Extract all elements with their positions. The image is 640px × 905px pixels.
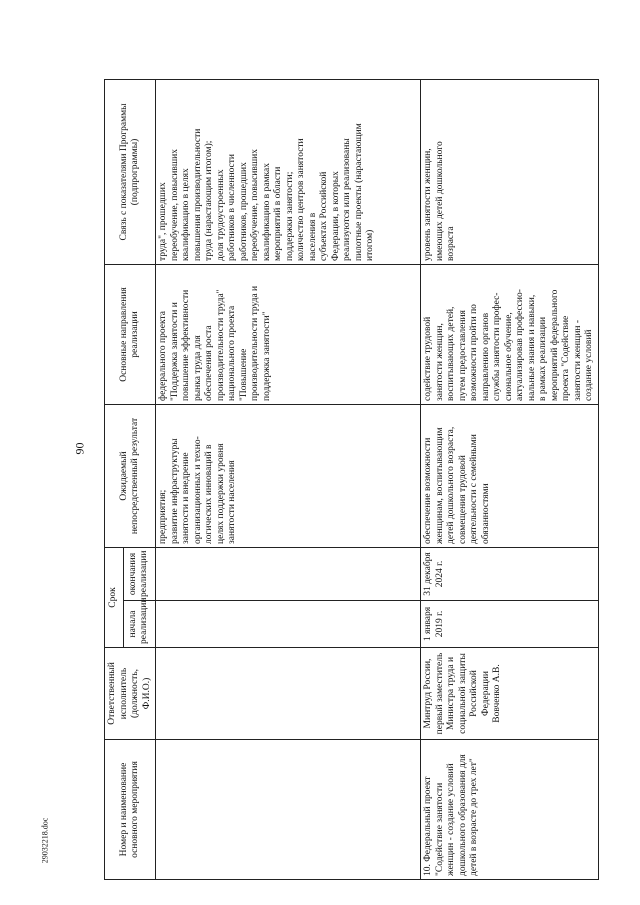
expected-result-cell: предприятия; развитие инфраструктуры занятости и внедрение организационных и техно- логических инноваций в целях поддержки уровня занятости населения	[156, 404, 421, 547]
measure-name-cell	[156, 740, 421, 880]
header-responsible-executor: Ответственный исполнитель (должность, Ф.И.О.)	[105, 648, 156, 740]
header-link-to-indicators: Связь с показателями Программы (подпрограммы)	[105, 79, 156, 264]
measure-name: Федеральный проект "Содействие занятости женщин - создание условий дошкольного образования для детей в возрасте до трех лет"	[423, 754, 479, 876]
main-directions-cell: содействие трудовой занятости женщин, воспитывающих детей, путем предоставления возможности пройти по направлению органов службы занятости профес- сиональное обучение, актуализировав професcио- нальные знания и навыки, в рамках реализации мероприятий федерального проекта "Содействие занятости женщин - создание условий	[421, 264, 599, 404]
start-date-cell	[156, 601, 421, 648]
rotated-landscape-page	[104, 80, 594, 880]
document-footer-code: 29032218.doc	[40, 817, 50, 864]
header-end-date: окончания реализации	[123, 547, 155, 600]
measure-name-cell	[421, 740, 599, 880]
indicator-link-cell: уровень занятости женщин, имеющих детей дошкольного возраста	[421, 79, 599, 264]
header-start-date: начала реализации	[123, 601, 155, 648]
program-measures-table	[104, 79, 599, 880]
executor-cell: Минтруд России, первый заместитель Министра труда и социальной защиты Российской Федерации Вовченко А.В.	[421, 648, 599, 740]
page-number: 90	[72, 442, 87, 455]
end-date-cell	[156, 547, 421, 600]
measure-number: 10.	[423, 864, 433, 876]
executor-cell	[156, 648, 421, 740]
main-directions-cell: федерального проекта "Поддержка занятости и повышение эффективности рынка труда для обеспечения роста производительности труда" национального проекта "Повышение производительности труда и поддержка занятости"	[156, 264, 421, 404]
start-date-cell: 1 января 2019 г.	[421, 601, 599, 648]
end-date-cell: 31 декабря 2024 г.	[421, 547, 599, 600]
expected-result-cell: обеспечение возможности женщинам, воспитывающим детей дошкольного возраста, совмещения трудовой деятельности с семейными обязанностями	[421, 404, 599, 547]
indicator-link-cell: труда", прошедших переобучение, повысивших квалификацию в целях повышения производительности труда (нарастающим итогом); доля трудоустроенных работников в численности работников, прошедших переобучение, повысивших квалификацию в рамках мероприятий в области поддержки занятости; количество центров занятости населения в субъектах Российской Федерации, в которых реализуются или реализованы пилотные проекты (нарастающим итогом)	[156, 79, 421, 264]
table-row	[156, 79, 421, 879]
table-row	[421, 79, 599, 879]
header-term: Срок	[105, 547, 124, 647]
header-measure-name: Номер и наименование основного мероприятия	[105, 740, 156, 880]
header-main-directions: Основные направления реализации	[105, 264, 156, 404]
header-expected-result: Ожидаемый непосредственный результат	[105, 404, 156, 547]
